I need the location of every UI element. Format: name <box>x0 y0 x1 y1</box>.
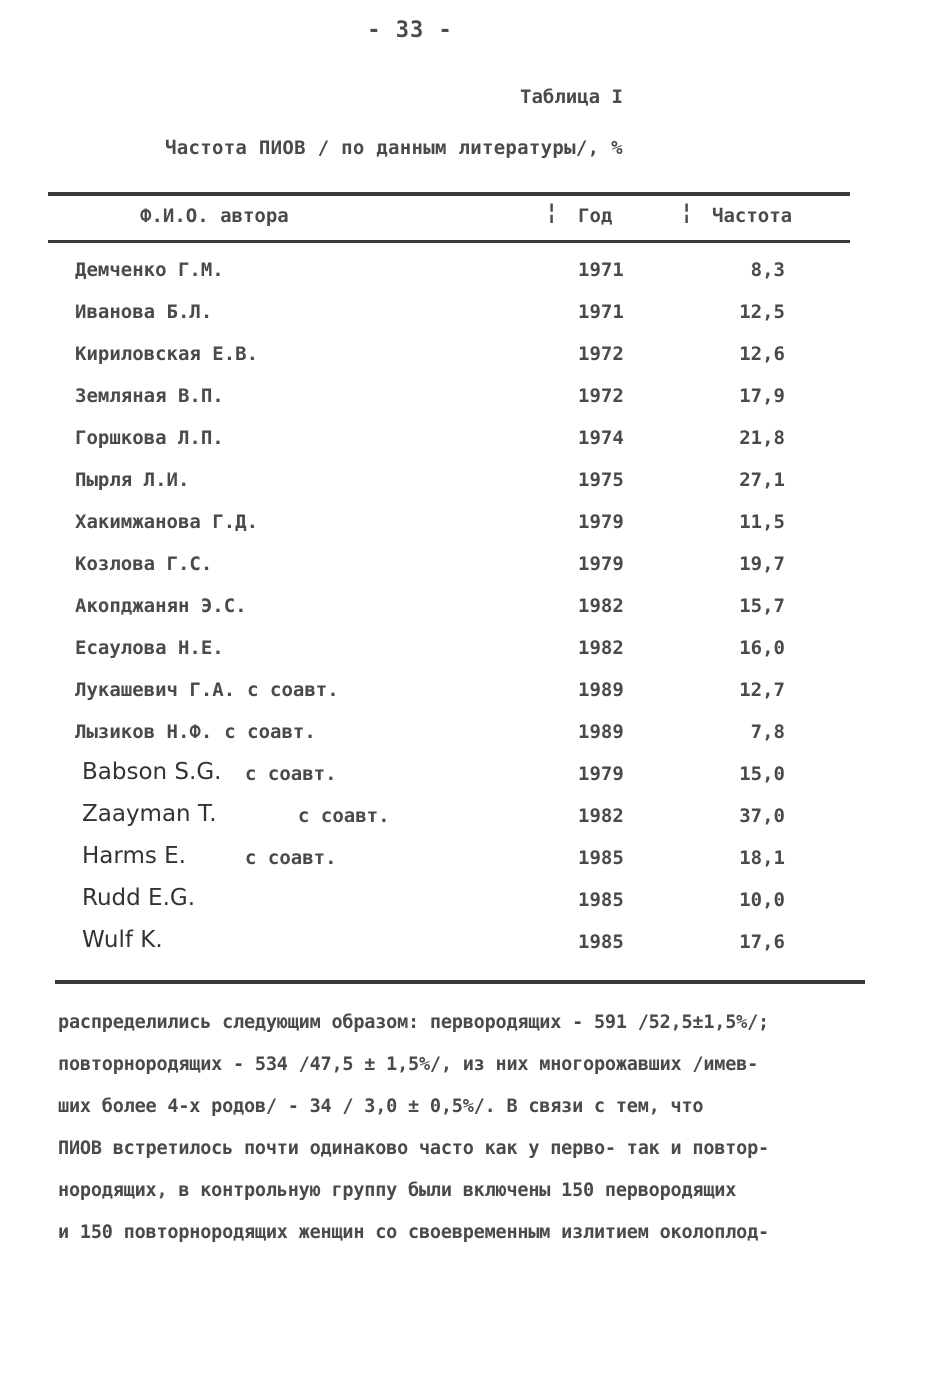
author-cell: Rudd E.G. <box>82 885 196 911</box>
year-cell: 1972 <box>578 343 624 365</box>
author-cell: Горшкова Л.П. <box>75 427 224 449</box>
author-cell: Zaayman T. <box>82 801 217 827</box>
year-cell: 1982 <box>578 637 624 659</box>
frequency-cell: 12,7 <box>739 679 785 701</box>
year-cell: 1972 <box>578 385 624 407</box>
table-row <box>0 427 935 469</box>
paragraph-line: распределились следующим образом: первородящих - 591 /52,5±1,5%/; <box>58 1012 769 1033</box>
year-cell: 1985 <box>578 889 624 911</box>
author-cell: Harms E. <box>82 843 186 869</box>
column-header-frequency: Частота <box>712 205 793 227</box>
column-separator: ¦ <box>680 200 694 225</box>
coauthors-cell: с соавт. <box>224 721 316 743</box>
table-row <box>0 343 935 385</box>
column-header-author: Ф.И.О. автора <box>140 205 289 227</box>
frequency-cell: 12,6 <box>739 343 785 365</box>
table-row <box>0 385 935 427</box>
table-row <box>0 927 935 973</box>
table-row <box>0 301 935 343</box>
author-cell: Пырля Л.И. <box>75 469 190 491</box>
table-row <box>0 259 935 301</box>
year-cell: 1989 <box>578 721 624 743</box>
table-title: Частота ПИОВ / по данным литературы/, % <box>165 137 623 159</box>
table-row <box>0 469 935 511</box>
frequency-cell: 17,9 <box>739 385 785 407</box>
table-row <box>0 885 935 931</box>
frequency-cell: 11,5 <box>739 511 785 533</box>
coauthors-cell: с соавт. <box>245 847 337 869</box>
year-cell: 1979 <box>578 553 624 575</box>
table-row <box>0 843 935 889</box>
year-cell: 1985 <box>578 931 624 953</box>
table-row <box>0 637 935 679</box>
year-cell: 1989 <box>578 679 624 701</box>
author-cell: Иванова Б.Л. <box>75 301 213 323</box>
page-number: - 33 - <box>367 18 453 43</box>
table-row <box>0 801 935 847</box>
table-row <box>0 721 935 763</box>
table-caption: Таблица I <box>520 86 623 108</box>
coauthors-cell: с соавт. <box>245 763 337 785</box>
table-top-rule <box>48 192 850 196</box>
table-row <box>0 553 935 595</box>
paragraph-line: ПИОВ встретилось почти одинаково часто как у перво- так и повтор- <box>58 1138 769 1159</box>
column-separator: ¦ <box>545 200 559 225</box>
year-cell: 1982 <box>578 805 624 827</box>
table-row <box>0 759 935 805</box>
author-cell: Лукашевич Г.А. с соавт. <box>75 679 339 701</box>
frequency-cell: 15,7 <box>739 595 785 617</box>
author-cell: Wulf K. <box>82 927 163 953</box>
paragraph-line: ших более 4-х родов/ - 34 / 3,0 ± 0,5%/. В связи с тем, что <box>58 1096 704 1117</box>
year-cell: 1971 <box>578 301 624 323</box>
frequency-cell: 21,8 <box>739 427 785 449</box>
year-cell: 1975 <box>578 469 624 491</box>
table-row <box>0 679 935 721</box>
author-cell: Есаулова Н.Е. <box>75 637 224 659</box>
year-cell: 1985 <box>578 847 624 869</box>
author-cell: Демченко Г.М. <box>75 259 224 281</box>
year-cell: 1979 <box>578 511 624 533</box>
frequency-cell: 7,8 <box>750 721 785 743</box>
frequency-cell: 16,0 <box>739 637 785 659</box>
frequency-cell: 17,6 <box>739 931 785 953</box>
year-cell: 1979 <box>578 763 624 785</box>
frequency-cell: 15,0 <box>739 763 785 785</box>
author-cell: Козлова Г.С. <box>75 553 213 575</box>
coauthors-cell: с соавт. <box>247 679 339 701</box>
body-paragraph <box>58 1012 898 1264</box>
frequency-cell: 10,0 <box>739 889 785 911</box>
year-cell: 1982 <box>578 595 624 617</box>
frequency-cell: 12,5 <box>739 301 785 323</box>
author-cell: Лызиков Н.Ф. с соавт. <box>75 721 316 743</box>
frequency-cell: 37,0 <box>739 805 785 827</box>
frequency-cell: 27,1 <box>739 469 785 491</box>
author-cell: Хакимжанова Г.Д. <box>75 511 259 533</box>
paragraph-line: нородящих, в контрольную группу были включены 150 первородящих <box>58 1180 737 1201</box>
table-row <box>0 595 935 637</box>
column-header-year: Год <box>578 205 613 227</box>
author-cell: Земляная В.П. <box>75 385 224 407</box>
author-cell: Кириловская Е.В. <box>75 343 259 365</box>
frequency-cell: 19,7 <box>739 553 785 575</box>
paragraph-line: повторнородящих - 534 /47,5 ± 1,5%/, из них многорожавших /имев- <box>58 1054 759 1075</box>
paragraph-line: и 150 повторнородящих женщин со своевременным излитием околоплод- <box>58 1222 769 1243</box>
year-cell: 1974 <box>578 427 624 449</box>
frequency-cell: 18,1 <box>739 847 785 869</box>
author-cell: Акопджанян Э.С. <box>75 595 247 617</box>
author-cell: Babson S.G. <box>82 759 222 785</box>
frequency-cell: 8,3 <box>750 259 785 281</box>
table-bottom-rule <box>55 980 865 984</box>
table-row <box>0 511 935 553</box>
table-header-rule <box>48 240 850 243</box>
year-cell: 1971 <box>578 259 624 281</box>
coauthors-cell: с соавт. <box>298 805 390 827</box>
